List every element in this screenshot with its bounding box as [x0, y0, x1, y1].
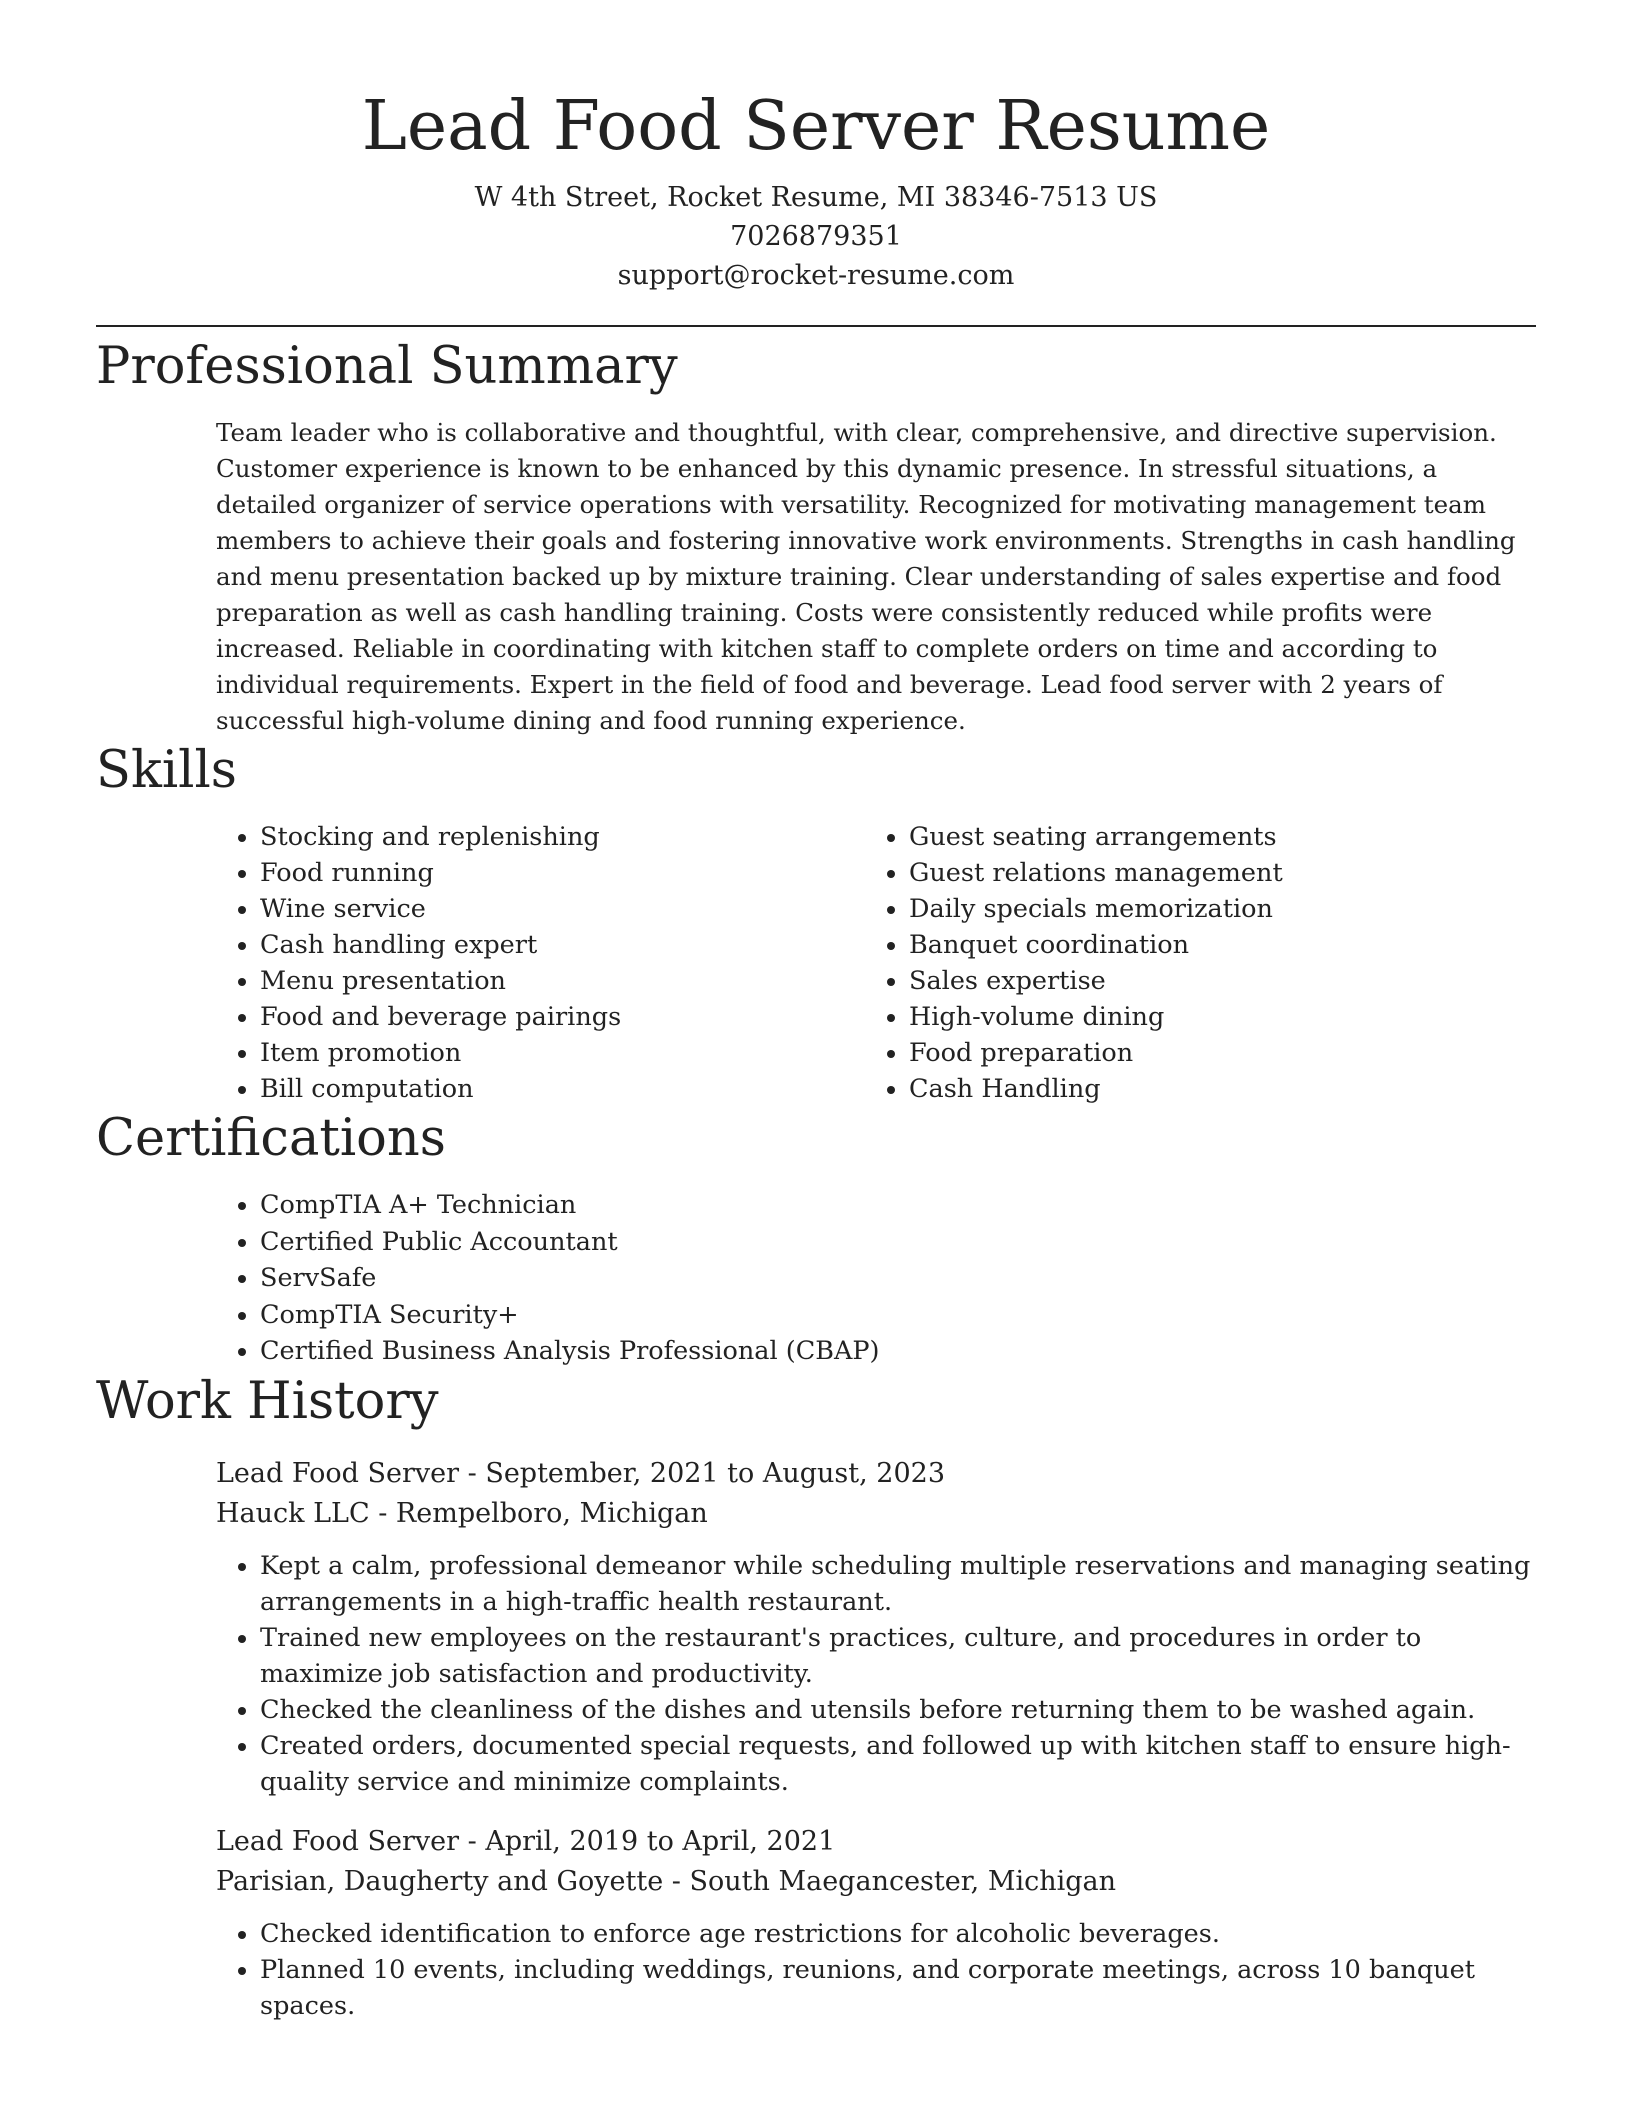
- job-separator: -: [663, 1865, 690, 1897]
- skill-item: • Cash handling expert: [260, 927, 865, 963]
- job-company-line: [216, 1494, 1536, 1534]
- certification-item: • CompTIA Security+: [260, 1297, 1536, 1334]
- skill-item: • Food and beverage pairings: [260, 999, 865, 1035]
- job-company: Parisian, Daugherty and Goyette: [216, 1865, 664, 1897]
- contact-phone: 7026879351: [730, 221, 902, 252]
- skill-item: • Sales expertise: [909, 963, 1514, 999]
- skill-item: • Cash Handling: [909, 1071, 1514, 1107]
- summary-heading: Professional Summary: [96, 337, 678, 396]
- header-divider: [96, 325, 1536, 327]
- job-location: Rempelboro, Michigan: [395, 1497, 708, 1529]
- skills-heading: Skills: [96, 741, 237, 800]
- job-dates: April, 2019 to April, 2021: [485, 1825, 836, 1857]
- skills-list: [216, 819, 1536, 1107]
- job-bullets: [216, 1548, 1536, 1800]
- contact-block: [96, 178, 1536, 295]
- skill-item: • Food preparation: [909, 1035, 1514, 1071]
- contact-email: support@rocket-resume.com: [617, 260, 1015, 291]
- job-bullet: • Checked the cleanliness of the dishes and utensils before returning them to be washed again.: [260, 1692, 1536, 1728]
- summary-text: Team leader who is collaborative and thoughtful, with clear, comprehensive, and directive supervision. Customer experience is known to be enhanced by this dynamic presence. In stressful situations, a detailed organizer of service operations with versatility. Recognized for motivating management team members to achieve their goals and fostering innovative work environments. Strengths in cash handling and menu presentation backed up by mixture training. Clear understanding of sales expertise and food preparation as well as cash handling training. Costs were consistently reduced while profits were increased. Reliable in coordinating with kitchen staff to complete orders on time and according to individual requirements. Expert in the field of food and beverage. Lead food server with 2 years of successful high-volume dining and food running experience.: [216, 418, 1516, 735]
- job-separator: -: [369, 1497, 396, 1529]
- job-bullet: • Checked identification to enforce age restrictions for alcoholic beverages.: [260, 1916, 1536, 1952]
- skill-item: • Wine service: [260, 891, 865, 927]
- job-bullet: • Planned 10 events, including weddings, reunions, and corporate meetings, across 10 banquet spaces.: [260, 1952, 1536, 2024]
- skills-column-left: [216, 819, 865, 1107]
- certification-item: • CompTIA A+ Technician: [260, 1187, 1536, 1224]
- resume-title: Lead Food Server Resume: [361, 87, 1271, 166]
- skill-item: • Menu presentation: [260, 963, 865, 999]
- job-separator: -: [459, 1825, 486, 1857]
- resume-page: [96, 0, 1536, 2024]
- job-bullet: • Created orders, documented special requests, and followed up with kitchen staff to ensure high-quality service and minimize complaints.: [260, 1728, 1536, 1800]
- job-company: Hauck LLC: [216, 1497, 370, 1529]
- job-company-line: [216, 1862, 1536, 1902]
- skill-item: • Item promotion: [260, 1035, 865, 1071]
- job-bullets: [216, 1916, 1536, 2024]
- job-location: South Maegancester, Michigan: [689, 1865, 1117, 1897]
- certification-item: • ServSafe: [260, 1260, 1536, 1297]
- skill-item: • Guest relations management: [909, 855, 1514, 891]
- certifications-list: [216, 1187, 1536, 1370]
- job-role: Lead Food Server: [216, 1825, 460, 1857]
- job-bullet: • Trained new employees on the restaurant's practices, culture, and procedures in order to maximize job satisfaction and productivity.: [260, 1620, 1536, 1692]
- job-role: Lead Food Server: [216, 1457, 460, 1489]
- job-entry: [216, 1454, 1536, 1800]
- skill-item: • Daily specials memorization: [909, 891, 1514, 927]
- skill-item: • Guest seating arrangements: [909, 819, 1514, 855]
- certifications-heading: Certifications: [96, 1109, 446, 1168]
- job-entry: [216, 1822, 1536, 2024]
- job-dates: September, 2021 to August, 2023: [485, 1457, 946, 1489]
- certification-item: • Certified Public Accountant: [260, 1224, 1536, 1261]
- job-separator: -: [459, 1457, 486, 1489]
- skill-item: • Food running: [260, 855, 865, 891]
- skill-item: • Bill computation: [260, 1071, 865, 1107]
- work-history-heading: Work History: [96, 1371, 439, 1431]
- certification-item: • Certified Business Analysis Professional (CBAP): [260, 1333, 1536, 1370]
- skill-item: • Banquet coordination: [909, 927, 1514, 963]
- contact-address: W 4th Street, Rocket Resume, MI 38346-7513 US: [474, 182, 1158, 213]
- skill-item: • Stocking and replenishing: [260, 819, 865, 855]
- skills-column-right: [865, 819, 1514, 1107]
- job-title-line: [216, 1822, 1536, 1862]
- job-bullet: • Kept a calm, professional demeanor while scheduling multiple reservations and managing seating arrangements in a high-traffic health restaurant.: [260, 1548, 1536, 1620]
- skill-item: • High-volume dining: [909, 999, 1514, 1035]
- job-title-line: [216, 1454, 1536, 1494]
